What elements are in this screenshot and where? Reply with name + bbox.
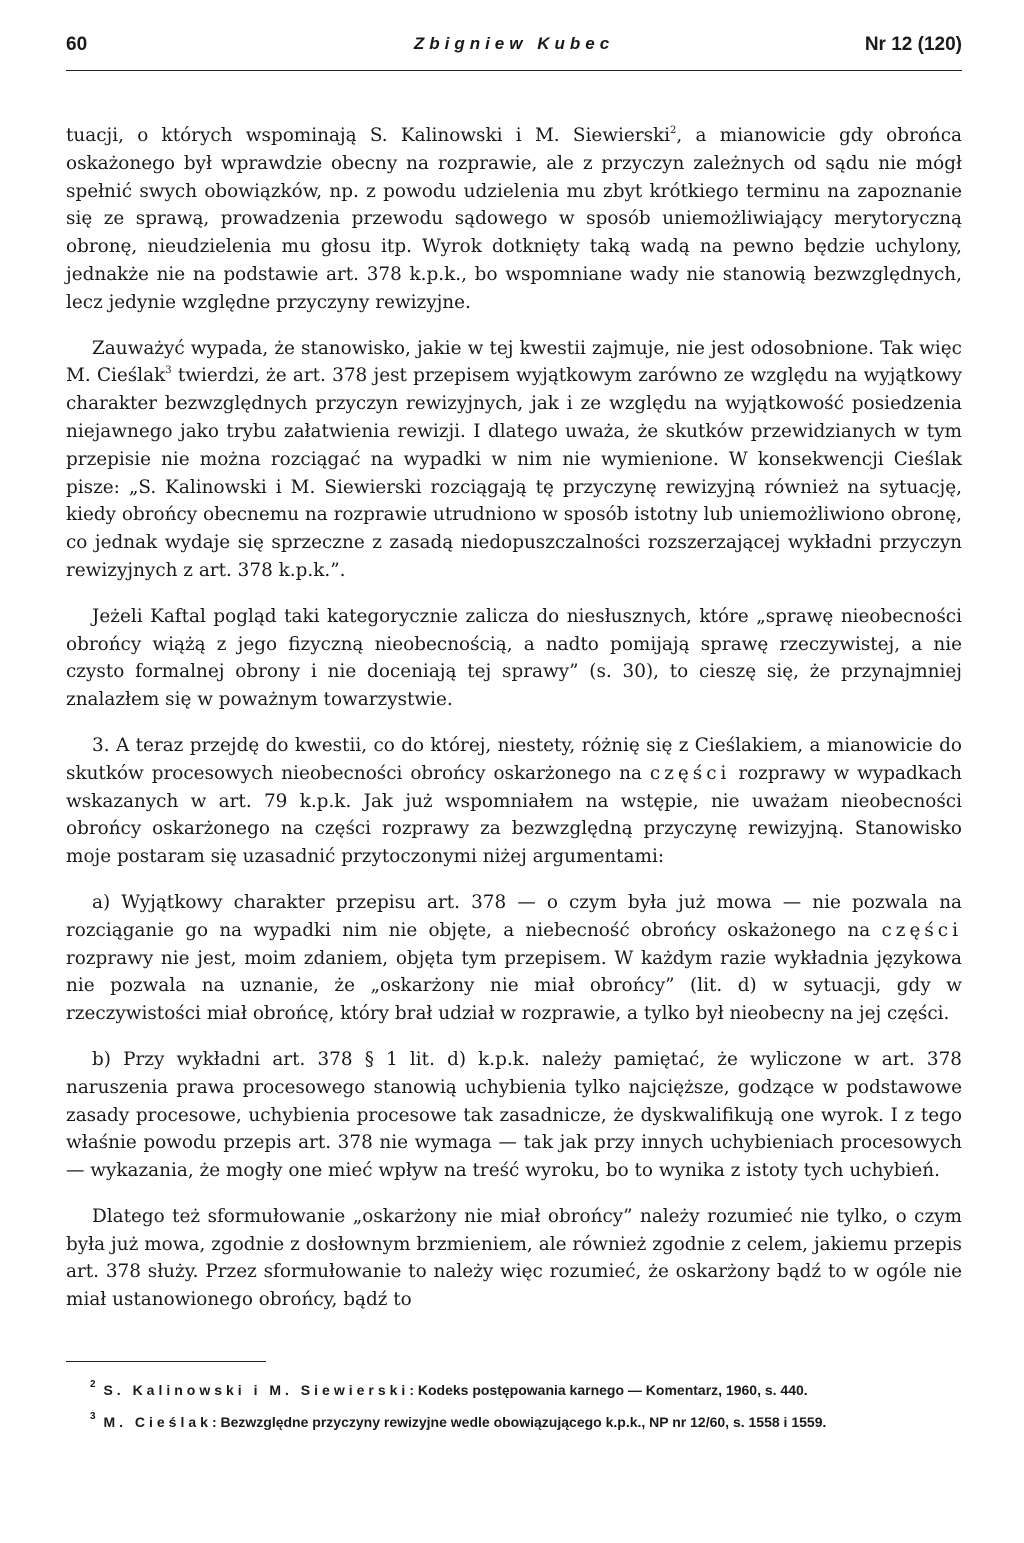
footnote	[66, 1410, 962, 1434]
paragraph-text: Jeżeli Kaftal pogląd taki kategorycznie zalicza do niesłusznych, które „sprawę nieobecności obrońcy wiążą z jego fizyczną nieobecnością, a nadto pomijają sprawę rzeczywistej, a nie czysto formalnej obrony i nie doceniają tej sprawy” (s. 30), to cieszę się, że przynajmniej znalazłem się w poważnym towarzystwie.	[66, 605, 962, 711]
paragraph-text: twierdzi, że art. 378 jest przepisem wyjątkowym zarówno ze względu na wyjątkowy charakter bezwzględnych przyczyn rewizyjnych, jak i ze względu na wyjątkowość posiedzenia niejawnego jako trybu załatwienia rewizji. I dlatego uważa, że skutków przewidzianych w tym przepisie nie można rozciągać na wypadki w nim nie wymienione. W konsekwencji Cieślak pisze: „S. Kalinowski i M. Siewierski rozciągają tę przyczynę rewizyjną również na sytuację, kiedy obrońcy obecnemu na rozprawie utrudniono w sposób istotny lub uniemożliwiono obronę, co jednak wydaje się sprzeczne z zasadą niedopuszczalności rozszerzającej wykładni przyczyn rewizyjnych z art. 378 k.p.k.”.	[66, 365, 962, 581]
page-header	[66, 34, 962, 62]
footnote-text: : Kodeks postępowania karnego — Komentarz, 1960, s. 440.	[409, 1382, 808, 1398]
page-number: 60	[66, 34, 88, 55]
issue-number: Nr 12 (120)	[864, 34, 962, 55]
footnote-text: : Bezwzględne przyczyny rewizyjne wedle obowiązującego k.p.k., NP nr 12/60, s. 1558 i 1559.	[211, 1414, 827, 1430]
footnote-rule	[66, 1361, 266, 1362]
paragraph	[66, 603, 962, 714]
paragraph	[66, 1203, 962, 1314]
footnote-ref: 3	[165, 365, 172, 377]
footnote-mark: 3	[90, 1411, 96, 1422]
paragraph	[66, 122, 962, 317]
paragraph	[66, 889, 962, 1028]
header-rule	[66, 70, 962, 71]
paragraph	[66, 732, 962, 871]
paragraph-text: rozprawy nie jest, moim zdaniem, objęta tym przepisem. W każdym razie wykładnia językowa nie pozwala na uznanie, że „oskarżony nie miał obrońcy” (lit. d) w sytuacji, gdy w rzeczywistości miał obrońcę, który brał udział w rozprawie, a tylko był nieobecny na jej części.	[66, 947, 962, 1025]
footnote-mark: 2	[90, 1379, 96, 1390]
paragraph	[66, 1046, 962, 1185]
paragraph-text: części	[649, 762, 731, 784]
paragraph-text: tuacji, o których wspominają S. Kalinowski i M. Siewierski	[66, 125, 671, 146]
paragraph-text: części	[881, 919, 962, 941]
paragraph-text: rozprawy w wypadkach wskazanych w art. 79 k.p.k. Jak już wspomniałem na wstępie, nie uważam nieobecności obrońcy oskarżonego na części rozprawy za bezwzględną przyczynę rewizyjną. Stanowisko moje postaram się uzasadnić przytoczonymi niżej argumentami:	[66, 762, 963, 868]
paragraph-text: , a mianowicie gdy obrońca oskażonego był wprawdzie obecny na rozprawie, ale z przyczyn zależnych od sądu nie mógł spełnić swych obowiązków, np. z powodu udzielenia mu zbyt krótkiego terminu na zapoznanie się ze sprawą, prowadzenia przewodu sądowego w sposób uniemożliwiający merytoryczną obronę, nieudzielenia mu głosu itp. Wyrok dotknięty taką wadą na pewno będzie uchylony, jednakże nie na podstawie art. 378 k.p.k., bo wspomniane wady nie stanowią bezwzględnych, lecz jedynie względne przyczyny rewizyjne.	[66, 125, 962, 313]
footnote-author: S. Kalinowski i M. Siewierski	[95, 1382, 410, 1398]
footnote	[66, 1378, 962, 1402]
paragraph-text: 3. A teraz przejdę do kwestii, co do której, niestety, różnię się z Cieślakiem, a mianowicie do skutków procesowych nieobecności obrońcy oskarżonego na	[66, 734, 962, 784]
paragraph-text: Dlatego też sformułowanie „oskarżony nie miał obrońcy” należy rozumieć nie tylko, o czym była już mowa, zgodnie z dosłownym brzmieniem, ale również zgodnie z celem, jakiemu przepis art. 378 służy. Przez sformułowanie to należy więc rozumieć, że oskarżony bądź to w ogóle nie miał ustanowionego obrońcy, bądź to	[66, 1205, 962, 1311]
running-title: Zbigniew Kubec	[413, 34, 615, 53]
paragraph-text: a) Wyjątkowy charakter przepisu art. 378 — o czym była już mowa — nie pozwala na rozciąganie go na wypadki nim nie objęte, a niebecność obrońcy oskażonego na	[66, 891, 962, 941]
footnotes	[66, 1378, 962, 1442]
footnote-ref: 2	[670, 125, 677, 136]
paragraph-text: Zauważyć wypada, że stanowisko, jakie w tej kwestii zajmuje, nie jest odosobnione. Tak więc M. Cieślak	[66, 337, 962, 387]
footnote-author: M. Cieślak	[95, 1414, 212, 1430]
article-body	[66, 122, 962, 1332]
paragraph-text: b) Przy wykładni art. 378 § 1 lit. d) k.p.k. należy pamiętać, że wyliczone w art. 378 naruszenia prawa procesowego stanowią uchybienia tylko najcięższe, godzące w podstawowe zasady procesowe, uchybienia procesowe tak zasadnicze, że dyskwalifikują one wyrok. I z tego właśnie powodu przepis art. 378 nie wymaga — tak jak przy innych uchybieniach procesowych — wykazania, że mogły one mieć wpływ na treść wyroku, bo to wynika z istoty tych uchybień.	[66, 1048, 962, 1182]
paragraph	[66, 335, 962, 585]
